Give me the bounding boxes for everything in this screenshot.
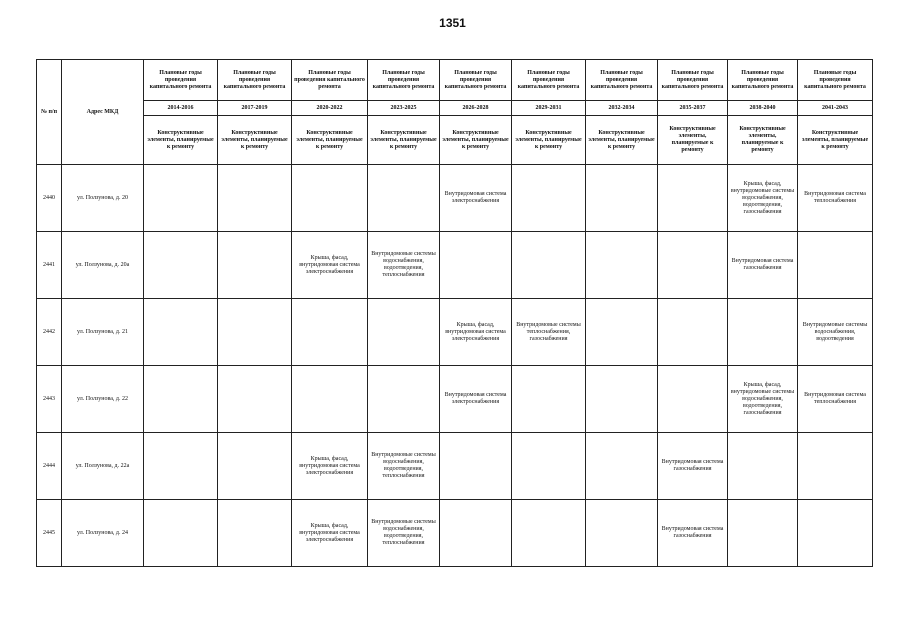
repair-cell	[144, 366, 218, 433]
column-heading: Плановые годы проведения капитального ремонта	[798, 60, 873, 101]
repair-cell: Крыша, фасад, внутридомовые системы водоснабжения, водоотведения, газоснабжения	[728, 366, 798, 433]
column-elements-label: Конструктивные элементы, планируемые к ремонту	[798, 116, 873, 165]
column-period: 2041-2043	[798, 101, 873, 116]
repair-cell: Внутридомовые системы водоснабжения, водоотведения, теплоснабжения	[368, 433, 440, 500]
page-number: 1351	[439, 16, 466, 30]
repair-cell: Внутридомовая система электроснабжения	[440, 366, 512, 433]
column-elements-label: Конструктивные элементы, планируемые к ремонту	[512, 116, 586, 165]
repair-cell	[798, 500, 873, 567]
repair-cell	[292, 165, 368, 232]
row-number: 2444	[37, 433, 62, 500]
column-heading: Плановые годы проведения капитального ремонта	[368, 60, 440, 101]
repair-cell: Внутридомовые системы теплоснабжения, газоснабжения	[512, 299, 586, 366]
repair-cell	[728, 500, 798, 567]
table-row	[37, 366, 873, 433]
column-period: 2020-2022	[292, 101, 368, 116]
repair-cell	[218, 500, 292, 567]
repair-cell	[440, 433, 512, 500]
repair-cell: Внутридомовая система газоснабжения	[728, 232, 798, 299]
column-heading: Плановые годы проведения капитального ремонта	[586, 60, 658, 101]
column-elements-label: Конструктивные элементы, планируемые к ремонту	[144, 116, 218, 165]
column-period: 2035-2037	[658, 101, 728, 116]
table-row	[37, 232, 873, 299]
repair-cell	[218, 433, 292, 500]
column-period: 2038-2040	[728, 101, 798, 116]
repair-cell	[368, 165, 440, 232]
repair-cell	[144, 299, 218, 366]
column-elements-label: Конструктивные элементы, планируемые к ремонту	[368, 116, 440, 165]
repair-cell	[658, 232, 728, 299]
table-row	[37, 500, 873, 567]
column-period: 2023-2025	[368, 101, 440, 116]
repair-cell	[368, 366, 440, 433]
repair-cell	[440, 232, 512, 299]
column-period: 2017-2019	[218, 101, 292, 116]
column-period: 2014-2016	[144, 101, 218, 116]
column-elements-label: Конструктивные элементы, планируемые к ремонту	[728, 116, 798, 165]
column-period: 2029-2031	[512, 101, 586, 116]
repair-cell: Крыша, фасад, внутридомовая система электроснабжения	[292, 500, 368, 567]
repair-cell	[292, 299, 368, 366]
column-elements-label: Конструктивные элементы, планируемые к ремонту	[292, 116, 368, 165]
repair-cell	[218, 232, 292, 299]
repair-cell	[728, 299, 798, 366]
repair-cell	[658, 299, 728, 366]
repair-cell	[144, 500, 218, 567]
column-elements-label: Конструктивные элементы, планируемые к ремонту	[658, 116, 728, 165]
address-header: Адрес МКД	[62, 60, 144, 165]
column-elements-label: Конструктивные элементы, планируемые к ремонту	[440, 116, 512, 165]
repair-cell	[586, 299, 658, 366]
repair-cell	[586, 433, 658, 500]
repair-cell	[658, 366, 728, 433]
repair-cell	[586, 366, 658, 433]
repair-cell	[586, 232, 658, 299]
repair-cell: Внутридомовая система теплоснабжения	[798, 366, 873, 433]
repair-cell: Крыша, фасад, внутридомовая система электроснабжения	[440, 299, 512, 366]
row-number: 2443	[37, 366, 62, 433]
column-heading: Плановые годы проведения капитального ремонта	[144, 60, 218, 101]
repair-cell: Крыша, фасад, внутридомовая система электроснабжения	[292, 232, 368, 299]
repair-cell	[144, 433, 218, 500]
row-address: ул. Ползунова, д. 21	[62, 299, 144, 366]
row-number: 2441	[37, 232, 62, 299]
repair-cell: Внутридомовая система электроснабжения	[440, 165, 512, 232]
repair-cell: Крыша, фасад, внутридомовая система электроснабжения	[292, 433, 368, 500]
column-period: 2026-2028	[440, 101, 512, 116]
table-row	[37, 299, 873, 366]
repair-cell	[292, 366, 368, 433]
repair-cell	[728, 433, 798, 500]
repair-cell	[440, 500, 512, 567]
repair-cell	[368, 299, 440, 366]
repair-cell	[144, 165, 218, 232]
repair-cell	[512, 366, 586, 433]
column-elements-label: Конструктивные элементы, планируемые к ремонту	[218, 116, 292, 165]
row-number: 2445	[37, 500, 62, 567]
repair-cell	[512, 500, 586, 567]
row-number: 2440	[37, 165, 62, 232]
repair-cell: Внутридомовые системы водоснабжения, водоотведения, теплоснабжения	[368, 232, 440, 299]
table-row	[37, 165, 873, 232]
column-heading: Плановые годы проведения капитального ремонта	[728, 60, 798, 101]
repair-cell: Внутридомовая система газоснабжения	[658, 500, 728, 567]
repair-cell	[512, 433, 586, 500]
table-row	[37, 433, 873, 500]
repair-cell	[586, 165, 658, 232]
repair-cell	[798, 232, 873, 299]
row-number: 2442	[37, 299, 62, 366]
repair-cell	[218, 366, 292, 433]
column-period: 2032-2034	[586, 101, 658, 116]
repair-cell	[586, 500, 658, 567]
column-heading: Плановые годы проведения капитального ремонта	[218, 60, 292, 101]
column-heading: Плановые годы проведения капитального ремонта	[292, 60, 368, 101]
column-heading: Плановые годы проведения капитального ремонта	[512, 60, 586, 101]
column-heading: Плановые годы проведения капитального ремонта	[658, 60, 728, 101]
repair-cell	[512, 232, 586, 299]
repair-cell: Внутридомовая система теплоснабжения	[798, 165, 873, 232]
row-address: ул. Ползунова, д. 22	[62, 366, 144, 433]
repair-cell: Внутридомовые системы водоснабжения, водоотведения	[798, 299, 873, 366]
repair-schedule-table	[36, 59, 873, 567]
row-address: ул. Ползунова, д. 22а	[62, 433, 144, 500]
repair-cell	[798, 433, 873, 500]
repair-cell: Крыша, фасад, внутридомовые системы водоснабжения, водоотведения, газоснабжения	[728, 165, 798, 232]
column-elements-label: Конструктивные элементы, планируемые к ремонту	[586, 116, 658, 165]
repair-cell	[144, 232, 218, 299]
repair-cell: Внутридомовая система газоснабжения	[658, 433, 728, 500]
row-address: ул. Ползунова, д. 24	[62, 500, 144, 567]
repair-cell	[658, 165, 728, 232]
repair-cell: Внутридомовые системы водоснабжения, водоотведения, теплоснабжения	[368, 500, 440, 567]
repair-cell	[218, 165, 292, 232]
row-address: ул. Ползунова, д. 20	[62, 165, 144, 232]
column-heading: Плановые годы проведения капитального ремонта	[440, 60, 512, 101]
repair-cell	[218, 299, 292, 366]
repair-cell	[512, 165, 586, 232]
num-header: № п/п	[37, 60, 62, 165]
row-address: ул. Ползунова, д. 20а	[62, 232, 144, 299]
